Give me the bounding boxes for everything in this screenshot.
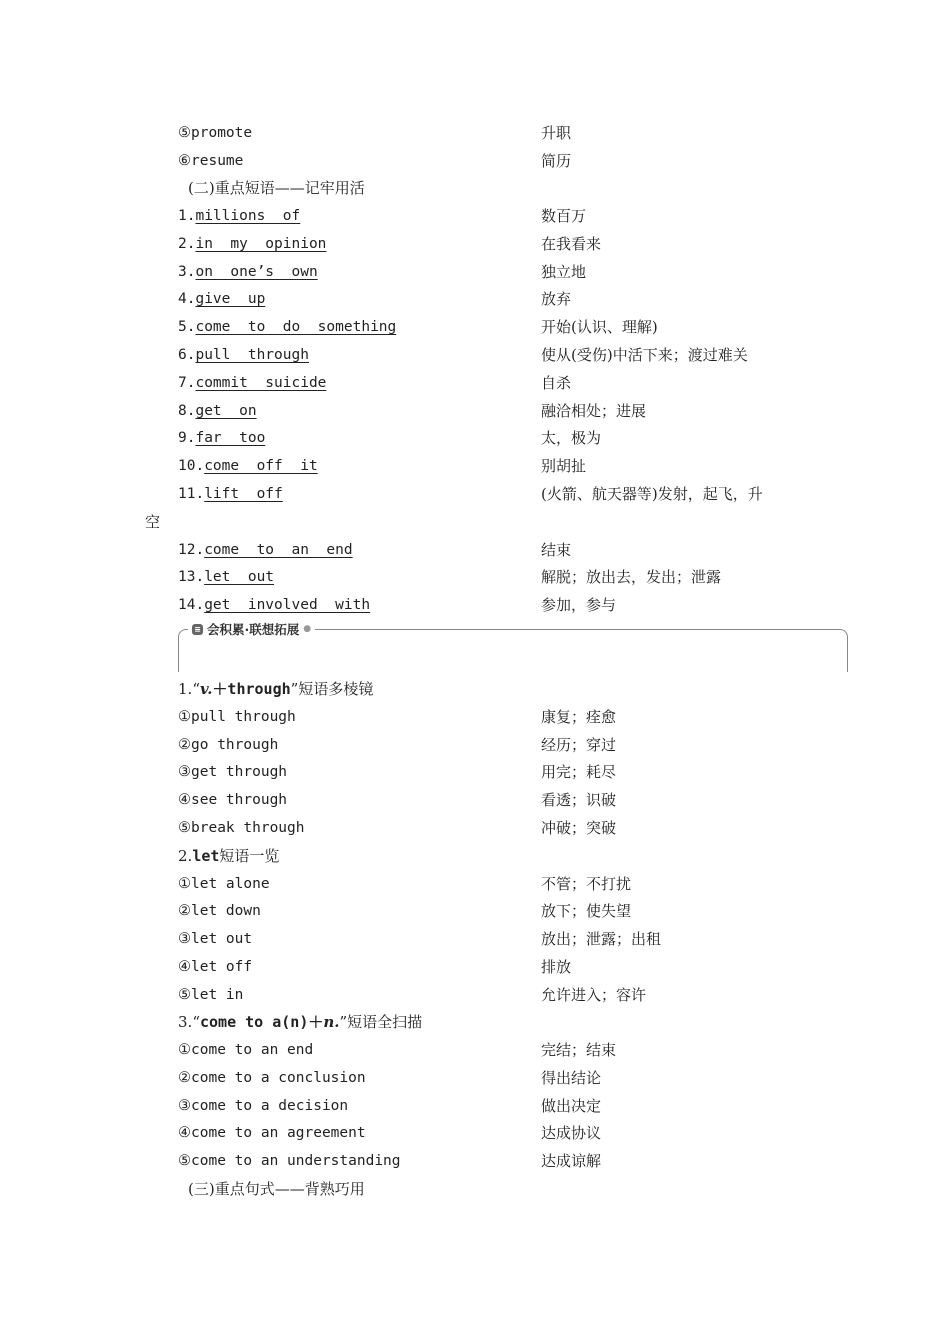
item-meaning: 允许进入；容许 <box>541 986 647 1004</box>
phrase-number: 2. <box>178 236 196 252</box>
phrase-row <box>0 287 950 311</box>
list-item <box>0 705 950 729</box>
vocab-row <box>0 149 950 173</box>
item-meaning: 康复；痊愈 <box>541 708 617 726</box>
group-title: 短语全扫描 <box>347 1013 423 1031</box>
phrase-text: pull through <box>195 347 309 363</box>
list-item <box>0 1094 950 1118</box>
phrase-number: 4. <box>178 291 196 307</box>
phrase-row <box>0 204 950 228</box>
expansion-box-title <box>188 619 315 639</box>
quote-close: ” <box>290 680 299 698</box>
group-title: 短语多棱镜 <box>298 680 374 698</box>
list-item <box>0 1066 950 1090</box>
list-item <box>0 788 950 812</box>
list-item <box>0 899 950 923</box>
phrase-row <box>0 315 950 339</box>
group-number: 2. <box>178 847 193 865</box>
group-key: come to a(n)＋ <box>199 1013 324 1031</box>
phrase-meaning: 自杀 <box>541 374 572 392</box>
phrase-meaning: (火箭、航天器等)发射，起飞，升 <box>541 485 763 503</box>
vocab-word: ⑥resume <box>178 153 244 169</box>
phrase-text: come to an end <box>204 542 353 558</box>
item-phrase: ①let alone <box>178 876 270 892</box>
noun-abbr: n. <box>323 1013 340 1031</box>
phrase-text: come off it <box>204 458 318 474</box>
quote-close: ” <box>339 1013 348 1031</box>
list-item <box>0 927 950 951</box>
phrase-text: far too <box>195 430 266 446</box>
phrase-text: give up <box>195 291 266 307</box>
item-meaning: 得出结论 <box>541 1069 602 1087</box>
item-phrase: ⑤break through <box>178 820 305 836</box>
list-item <box>0 733 950 757</box>
list-item <box>0 1038 950 1062</box>
phrase-text: get on <box>195 403 257 419</box>
vocab-row <box>0 121 950 145</box>
item-phrase: ③come to a decision <box>178 1098 349 1114</box>
item-meaning: 做出决定 <box>541 1097 602 1115</box>
item-phrase: ②come to a conclusion <box>178 1070 366 1086</box>
phrase-text: let out <box>204 569 275 585</box>
phrase-row <box>0 260 950 284</box>
item-phrase: ③let out <box>178 931 253 947</box>
item-meaning: 放下；使失望 <box>541 902 632 920</box>
item-phrase: ②go through <box>178 737 279 753</box>
phrase-meaning: 数百万 <box>541 207 587 225</box>
phrase-number: 7. <box>178 375 196 391</box>
phrase-number: 3. <box>178 264 196 280</box>
phrase-meaning: 太，极为 <box>541 429 602 447</box>
phrase-meaning: 参加，参与 <box>541 596 617 614</box>
item-phrase: ④see through <box>178 792 288 808</box>
phrase-meaning: 解脱；放出去，发出；泄露 <box>541 568 722 586</box>
phrase-row <box>0 399 950 423</box>
phrase-meaning: 别胡扯 <box>541 457 587 475</box>
section2-title: (二)重点短语——记牢用活 <box>188 179 365 197</box>
group-number: 3. <box>178 1013 193 1031</box>
verb-abbr: v. <box>199 680 213 698</box>
phrase-text: get involved with <box>204 597 371 613</box>
item-meaning: 经历；穿过 <box>541 736 617 754</box>
vocab-meaning: 简历 <box>541 152 572 170</box>
list-item <box>0 1121 950 1145</box>
item-phrase: ③get through <box>178 764 288 780</box>
phrase-text: millions of <box>195 208 301 224</box>
phrase-meaning: 开始(认识、理解) <box>541 318 658 336</box>
book-icon: ≡ <box>192 624 203 635</box>
item-meaning: 不管；不打扰 <box>541 875 632 893</box>
phrase-row <box>0 232 950 256</box>
phrase-meaning: 使从(受伤)中活下来；渡过难关 <box>541 346 748 364</box>
phrase-meaning: 融洽相处；进展 <box>541 402 647 420</box>
vocab-word: ⑤promote <box>178 125 253 141</box>
phrase-row <box>0 565 950 589</box>
group-number: 1. <box>178 680 193 698</box>
phrase-row <box>0 343 950 367</box>
group-key: let <box>192 847 220 865</box>
list-item <box>0 983 950 1007</box>
phrase-row <box>0 538 950 562</box>
item-phrase: ④come to an agreement <box>178 1125 366 1141</box>
phrase-text: come to do something <box>195 319 397 335</box>
phrase-meaning: 独立地 <box>541 263 587 281</box>
phrase-meaning: 结束 <box>541 541 572 559</box>
dot-icon: ● <box>303 624 312 634</box>
phrase-number: 5. <box>178 319 196 335</box>
phrase-number: 9. <box>178 430 196 446</box>
item-meaning: 排放 <box>541 958 572 976</box>
group-heading <box>0 844 950 868</box>
item-meaning: 达成谅解 <box>541 1152 602 1170</box>
list-item <box>0 872 950 896</box>
item-meaning: 达成协议 <box>541 1124 602 1142</box>
phrase-meaning-continuation: 空 <box>145 513 161 531</box>
item-phrase: ⑤come to an understanding <box>178 1153 401 1169</box>
item-meaning: 放出；泄露；出租 <box>541 930 662 948</box>
group-heading <box>0 677 950 701</box>
section3-title: (三)重点句式——背熟巧用 <box>188 1180 365 1198</box>
quote-open: “ <box>192 680 200 698</box>
phrase-row <box>0 426 950 450</box>
box-title-text: 会积累·联想拓展 <box>207 622 300 637</box>
group-heading <box>0 1010 950 1034</box>
phrase-text: in my opinion <box>195 236 327 252</box>
phrase-continuation-row <box>0 510 950 534</box>
group-title: 短语一览 <box>219 847 280 865</box>
phrase-text: lift off <box>204 486 283 502</box>
quote-open: “ <box>192 1013 200 1031</box>
item-phrase: ④let off <box>178 959 253 975</box>
phrase-meaning: 放弃 <box>541 290 572 308</box>
vocab-meaning: 升职 <box>541 124 572 142</box>
phrase-number: 10. <box>178 458 205 474</box>
phrase-number: 8. <box>178 403 196 419</box>
section-heading <box>0 1177 950 1201</box>
item-meaning: 完结；结束 <box>541 1041 617 1059</box>
phrase-number: 13. <box>178 569 205 585</box>
item-phrase: ⑤let in <box>178 987 244 1003</box>
item-phrase: ②let down <box>178 903 261 919</box>
phrase-number: 11. <box>178 486 205 502</box>
phrase-row <box>0 482 950 506</box>
phrase-text: commit suicide <box>195 375 327 391</box>
phrase-row <box>0 371 950 395</box>
phrase-number: 12. <box>178 542 205 558</box>
section-heading <box>0 176 950 200</box>
list-item <box>0 816 950 840</box>
list-item <box>0 955 950 979</box>
phrase-row <box>0 454 950 478</box>
phrase-row <box>0 593 950 617</box>
list-item <box>0 1149 950 1173</box>
item-phrase: ①come to an end <box>178 1042 314 1058</box>
phrase-number: 14. <box>178 597 205 613</box>
phrase-number: 1. <box>178 208 196 224</box>
phrase-meaning: 在我看来 <box>541 235 602 253</box>
phrase-number: 6. <box>178 347 196 363</box>
item-meaning: 冲破；突破 <box>541 819 617 837</box>
item-meaning: 用完；耗尽 <box>541 763 617 781</box>
list-item <box>0 760 950 784</box>
phrase-text: on one’s own <box>195 264 318 280</box>
group-key: ＋through <box>212 680 291 698</box>
item-meaning: 看透；识破 <box>541 791 617 809</box>
item-phrase: ①pull through <box>178 709 296 725</box>
